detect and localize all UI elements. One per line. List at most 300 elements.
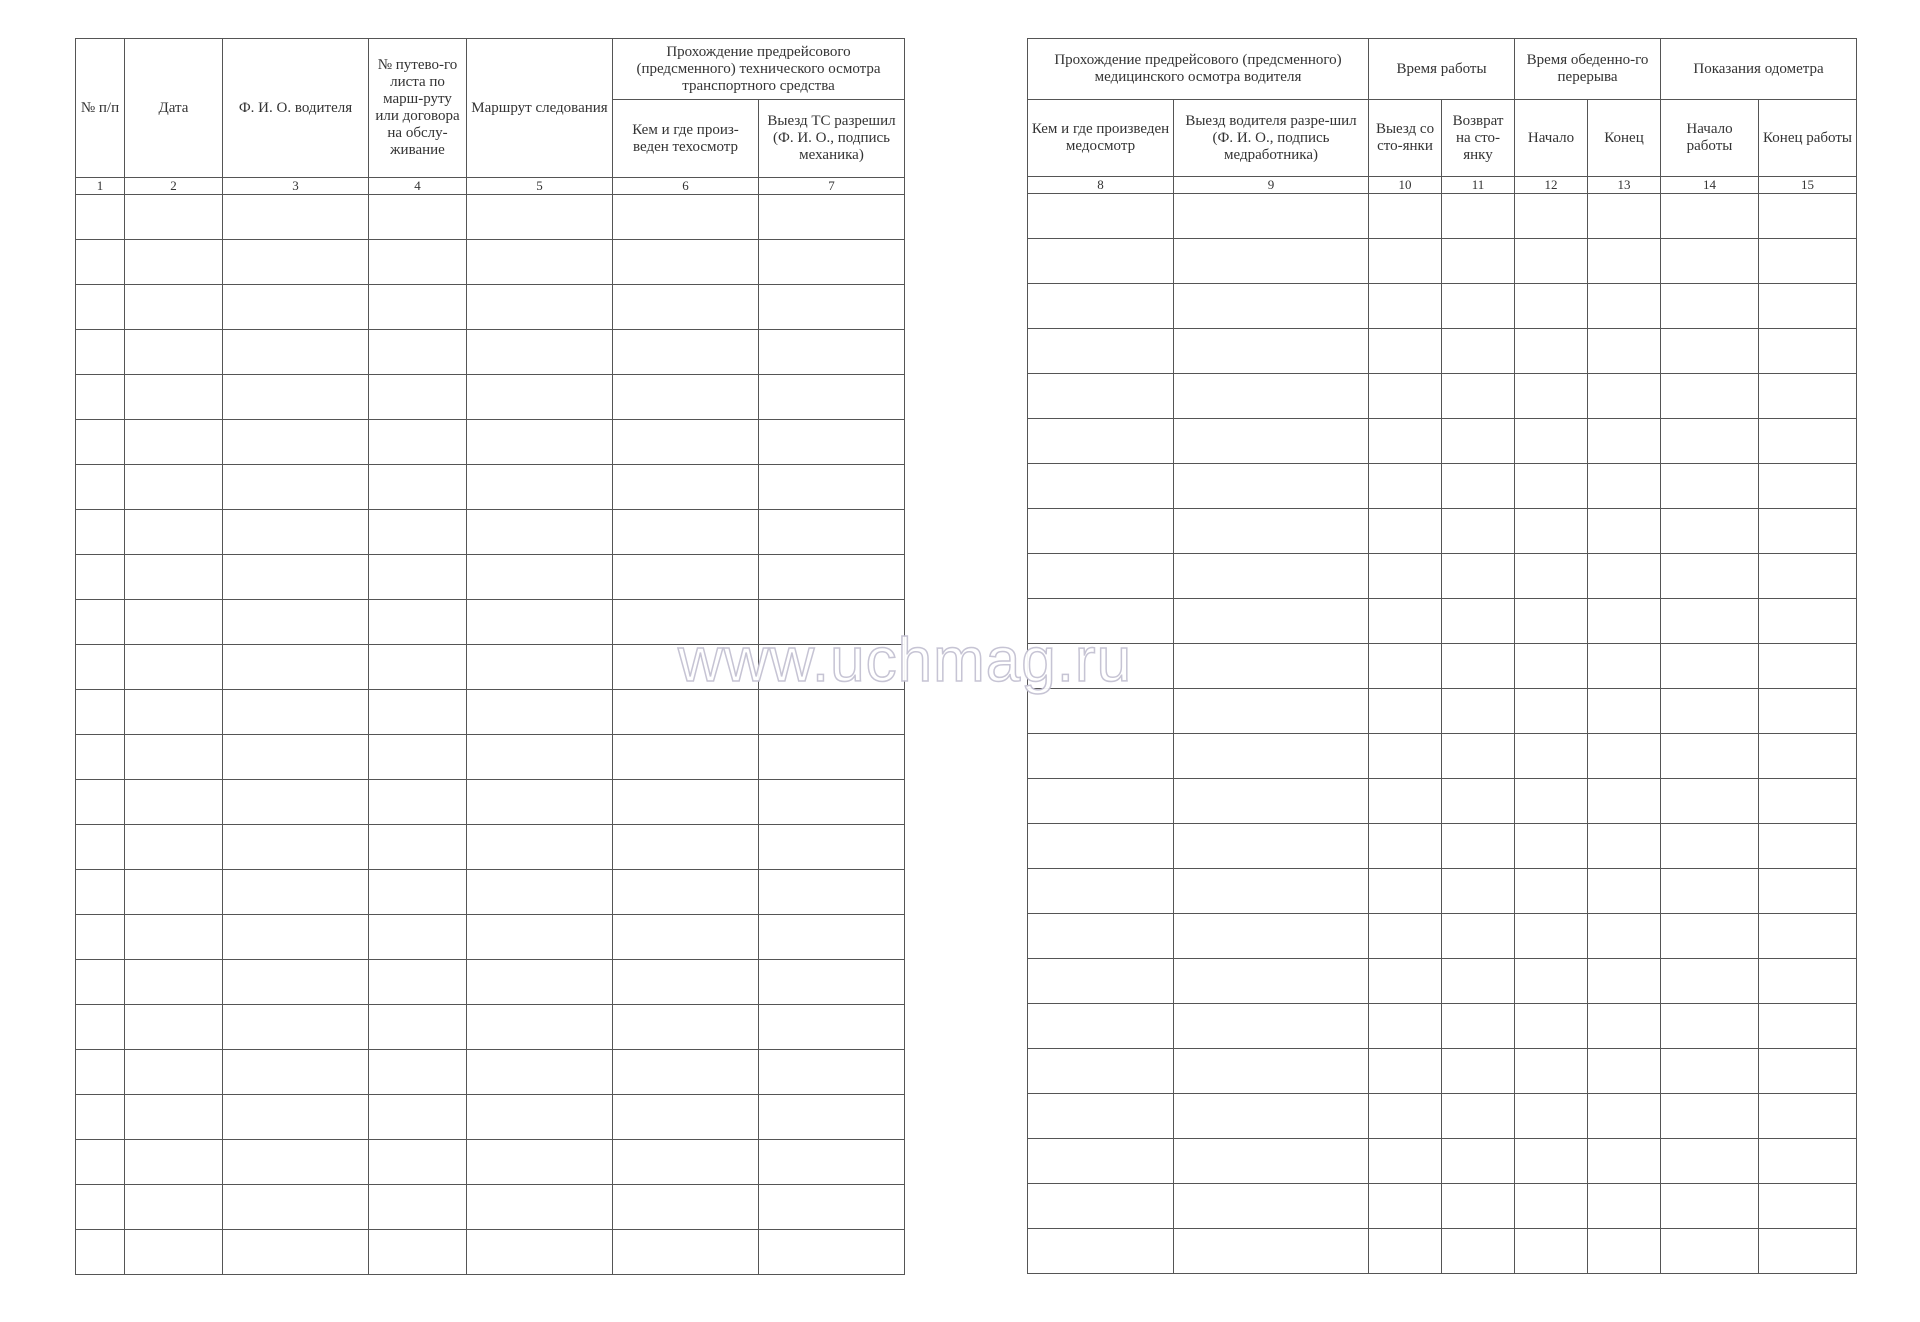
table-cell[interactable] xyxy=(467,690,613,735)
table-cell[interactable] xyxy=(1759,329,1857,374)
table-cell[interactable] xyxy=(125,870,223,915)
table-cell[interactable] xyxy=(1588,1184,1661,1229)
table-cell[interactable] xyxy=(1028,374,1174,419)
table-cell[interactable] xyxy=(223,690,369,735)
table-cell[interactable] xyxy=(1515,1139,1588,1184)
table-cell[interactable] xyxy=(1588,194,1661,239)
table-cell[interactable] xyxy=(467,735,613,780)
table-cell[interactable] xyxy=(1174,869,1369,914)
table-cell[interactable] xyxy=(613,1005,759,1050)
table-cell[interactable] xyxy=(1588,1049,1661,1094)
table-cell[interactable] xyxy=(1174,734,1369,779)
table-cell[interactable] xyxy=(125,645,223,690)
table-cell[interactable] xyxy=(1759,779,1857,824)
table-cell[interactable] xyxy=(1661,689,1759,734)
table-cell[interactable] xyxy=(1661,239,1759,284)
table-cell[interactable] xyxy=(125,465,223,510)
table-cell[interactable] xyxy=(1661,1004,1759,1049)
table-cell[interactable] xyxy=(1028,1049,1174,1094)
table-cell[interactable] xyxy=(1174,644,1369,689)
table-cell[interactable] xyxy=(613,870,759,915)
table-cell[interactable] xyxy=(1369,914,1442,959)
table-cell[interactable] xyxy=(1442,689,1515,734)
table-cell[interactable] xyxy=(1759,689,1857,734)
table-cell[interactable] xyxy=(1369,1184,1442,1229)
table-cell[interactable] xyxy=(613,690,759,735)
table-cell[interactable] xyxy=(1174,284,1369,329)
table-cell[interactable] xyxy=(76,600,125,645)
table-cell[interactable] xyxy=(369,960,467,1005)
table-cell[interactable] xyxy=(1588,1139,1661,1184)
table-cell[interactable] xyxy=(1369,194,1442,239)
table-cell[interactable] xyxy=(125,825,223,870)
table-cell[interactable] xyxy=(1028,1094,1174,1139)
table-cell[interactable] xyxy=(76,915,125,960)
table-cell[interactable] xyxy=(1661,194,1759,239)
table-cell[interactable] xyxy=(1759,284,1857,329)
table-cell[interactable] xyxy=(613,375,759,420)
table-cell[interactable] xyxy=(1369,1139,1442,1184)
table-cell[interactable] xyxy=(1588,734,1661,779)
table-cell[interactable] xyxy=(1759,959,1857,1004)
table-cell[interactable] xyxy=(467,375,613,420)
table-cell[interactable] xyxy=(467,330,613,375)
table-cell[interactable] xyxy=(1661,554,1759,599)
table-cell[interactable] xyxy=(76,690,125,735)
table-cell[interactable] xyxy=(1442,464,1515,509)
table-cell[interactable] xyxy=(369,1050,467,1095)
table-cell[interactable] xyxy=(223,1185,369,1230)
table-cell[interactable] xyxy=(1028,1004,1174,1049)
table-cell[interactable] xyxy=(759,510,905,555)
table-cell[interactable] xyxy=(223,915,369,960)
table-cell[interactable] xyxy=(613,1095,759,1140)
table-cell[interactable] xyxy=(1369,374,1442,419)
table-cell[interactable] xyxy=(467,1230,613,1275)
table-cell[interactable] xyxy=(76,1230,125,1275)
table-cell[interactable] xyxy=(1588,374,1661,419)
table-cell[interactable] xyxy=(1369,869,1442,914)
table-cell[interactable] xyxy=(1442,1049,1515,1094)
table-cell[interactable] xyxy=(76,375,125,420)
table-cell[interactable] xyxy=(759,825,905,870)
table-cell[interactable] xyxy=(369,240,467,285)
table-cell[interactable] xyxy=(1028,779,1174,824)
table-cell[interactable] xyxy=(1442,959,1515,1004)
table-cell[interactable] xyxy=(1369,419,1442,464)
table-cell[interactable] xyxy=(1588,419,1661,464)
table-cell[interactable] xyxy=(223,1140,369,1185)
table-cell[interactable] xyxy=(1369,554,1442,599)
table-cell[interactable] xyxy=(125,330,223,375)
table-cell[interactable] xyxy=(125,1185,223,1230)
table-cell[interactable] xyxy=(223,285,369,330)
table-cell[interactable] xyxy=(1515,194,1588,239)
table-cell[interactable] xyxy=(223,1005,369,1050)
table-cell[interactable] xyxy=(1515,239,1588,284)
table-cell[interactable] xyxy=(613,960,759,1005)
table-cell[interactable] xyxy=(125,1095,223,1140)
table-cell[interactable] xyxy=(125,195,223,240)
table-cell[interactable] xyxy=(1174,779,1369,824)
table-cell[interactable] xyxy=(76,825,125,870)
table-cell[interactable] xyxy=(1759,1094,1857,1139)
table-cell[interactable] xyxy=(76,780,125,825)
table-cell[interactable] xyxy=(369,1005,467,1050)
table-cell[interactable] xyxy=(613,510,759,555)
table-cell[interactable] xyxy=(759,735,905,780)
table-cell[interactable] xyxy=(369,915,467,960)
table-cell[interactable] xyxy=(223,1230,369,1275)
table-cell[interactable] xyxy=(1028,824,1174,869)
table-cell[interactable] xyxy=(1442,779,1515,824)
table-cell[interactable] xyxy=(369,1185,467,1230)
table-cell[interactable] xyxy=(1588,464,1661,509)
table-cell[interactable] xyxy=(223,780,369,825)
table-cell[interactable] xyxy=(1174,1229,1369,1274)
table-cell[interactable] xyxy=(1588,1229,1661,1274)
table-cell[interactable] xyxy=(1588,1004,1661,1049)
table-cell[interactable] xyxy=(1661,644,1759,689)
table-cell[interactable] xyxy=(1515,419,1588,464)
table-cell[interactable] xyxy=(125,555,223,600)
table-cell[interactable] xyxy=(223,375,369,420)
table-cell[interactable] xyxy=(1515,464,1588,509)
table-cell[interactable] xyxy=(369,870,467,915)
table-cell[interactable] xyxy=(125,1005,223,1050)
table-cell[interactable] xyxy=(1028,194,1174,239)
table-cell[interactable] xyxy=(1759,464,1857,509)
table-cell[interactable] xyxy=(1515,599,1588,644)
table-cell[interactable] xyxy=(1759,1184,1857,1229)
table-cell[interactable] xyxy=(1442,194,1515,239)
table-cell[interactable] xyxy=(76,735,125,780)
table-cell[interactable] xyxy=(1442,374,1515,419)
table-cell[interactable] xyxy=(467,240,613,285)
table-cell[interactable] xyxy=(1588,1094,1661,1139)
table-cell[interactable] xyxy=(1588,689,1661,734)
table-cell[interactable] xyxy=(1515,1229,1588,1274)
table-cell[interactable] xyxy=(1442,734,1515,779)
table-cell[interactable] xyxy=(759,870,905,915)
table-cell[interactable] xyxy=(1442,509,1515,554)
table-cell[interactable] xyxy=(1028,869,1174,914)
table-cell[interactable] xyxy=(1515,1004,1588,1049)
table-cell[interactable] xyxy=(1759,599,1857,644)
table-cell[interactable] xyxy=(467,285,613,330)
table-cell[interactable] xyxy=(467,510,613,555)
table-cell[interactable] xyxy=(125,375,223,420)
table-cell[interactable] xyxy=(1174,1139,1369,1184)
table-cell[interactable] xyxy=(759,1230,905,1275)
table-cell[interactable] xyxy=(1442,1139,1515,1184)
table-cell[interactable] xyxy=(125,1140,223,1185)
table-cell[interactable] xyxy=(1369,599,1442,644)
table-cell[interactable] xyxy=(1759,374,1857,419)
table-cell[interactable] xyxy=(1174,1184,1369,1229)
table-cell[interactable] xyxy=(613,1050,759,1095)
table-cell[interactable] xyxy=(1661,419,1759,464)
table-cell[interactable] xyxy=(223,555,369,600)
table-cell[interactable] xyxy=(1515,779,1588,824)
table-cell[interactable] xyxy=(125,915,223,960)
table-cell[interactable] xyxy=(467,960,613,1005)
table-cell[interactable] xyxy=(1588,824,1661,869)
table-cell[interactable] xyxy=(613,780,759,825)
table-cell[interactable] xyxy=(1369,329,1442,374)
table-cell[interactable] xyxy=(1369,959,1442,1004)
table-cell[interactable] xyxy=(1759,644,1857,689)
table-cell[interactable] xyxy=(369,1095,467,1140)
table-cell[interactable] xyxy=(76,510,125,555)
table-cell[interactable] xyxy=(1515,869,1588,914)
table-cell[interactable] xyxy=(1759,869,1857,914)
table-cell[interactable] xyxy=(223,600,369,645)
table-cell[interactable] xyxy=(76,870,125,915)
table-cell[interactable] xyxy=(1759,1049,1857,1094)
table-cell[interactable] xyxy=(1759,419,1857,464)
table-cell[interactable] xyxy=(1515,914,1588,959)
table-cell[interactable] xyxy=(223,960,369,1005)
table-cell[interactable] xyxy=(369,510,467,555)
table-cell[interactable] xyxy=(125,735,223,780)
table-cell[interactable] xyxy=(76,555,125,600)
table-cell[interactable] xyxy=(1759,1139,1857,1184)
table-cell[interactable] xyxy=(1174,1049,1369,1094)
table-cell[interactable] xyxy=(759,375,905,420)
table-cell[interactable] xyxy=(125,510,223,555)
table-cell[interactable] xyxy=(223,330,369,375)
table-cell[interactable] xyxy=(125,420,223,465)
table-cell[interactable] xyxy=(369,1230,467,1275)
table-cell[interactable] xyxy=(369,1140,467,1185)
table-cell[interactable] xyxy=(1442,1184,1515,1229)
table-cell[interactable] xyxy=(1515,374,1588,419)
table-cell[interactable] xyxy=(1028,734,1174,779)
table-cell[interactable] xyxy=(759,1185,905,1230)
table-cell[interactable] xyxy=(1588,599,1661,644)
table-cell[interactable] xyxy=(613,195,759,240)
table-cell[interactable] xyxy=(223,510,369,555)
table-cell[interactable] xyxy=(1442,284,1515,329)
table-cell[interactable] xyxy=(1442,1004,1515,1049)
table-cell[interactable] xyxy=(1661,1229,1759,1274)
table-cell[interactable] xyxy=(1174,239,1369,284)
table-cell[interactable] xyxy=(1174,914,1369,959)
table-cell[interactable] xyxy=(1661,374,1759,419)
table-cell[interactable] xyxy=(369,555,467,600)
table-cell[interactable] xyxy=(125,690,223,735)
table-cell[interactable] xyxy=(1442,869,1515,914)
table-cell[interactable] xyxy=(223,825,369,870)
table-cell[interactable] xyxy=(1369,509,1442,554)
table-cell[interactable] xyxy=(223,420,369,465)
table-cell[interactable] xyxy=(1759,1004,1857,1049)
table-cell[interactable] xyxy=(1661,1139,1759,1184)
table-cell[interactable] xyxy=(369,285,467,330)
table-cell[interactable] xyxy=(1174,194,1369,239)
table-cell[interactable] xyxy=(1515,644,1588,689)
table-cell[interactable] xyxy=(1174,1004,1369,1049)
table-cell[interactable] xyxy=(467,1185,613,1230)
table-cell[interactable] xyxy=(369,375,467,420)
table-cell[interactable] xyxy=(1588,239,1661,284)
table-cell[interactable] xyxy=(1028,239,1174,284)
table-cell[interactable] xyxy=(1588,914,1661,959)
table-cell[interactable] xyxy=(759,960,905,1005)
table-cell[interactable] xyxy=(467,195,613,240)
table-cell[interactable] xyxy=(1515,1049,1588,1094)
table-cell[interactable] xyxy=(467,420,613,465)
table-cell[interactable] xyxy=(1442,1094,1515,1139)
table-cell[interactable] xyxy=(1369,734,1442,779)
table-cell[interactable] xyxy=(1028,1229,1174,1274)
table-cell[interactable] xyxy=(613,1140,759,1185)
table-cell[interactable] xyxy=(1369,1094,1442,1139)
table-cell[interactable] xyxy=(467,465,613,510)
table-cell[interactable] xyxy=(369,420,467,465)
table-cell[interactable] xyxy=(467,870,613,915)
table-cell[interactable] xyxy=(759,330,905,375)
table-cell[interactable] xyxy=(1661,1049,1759,1094)
table-cell[interactable] xyxy=(369,465,467,510)
table-cell[interactable] xyxy=(1442,824,1515,869)
table-cell[interactable] xyxy=(1442,599,1515,644)
table-cell[interactable] xyxy=(223,465,369,510)
table-cell[interactable] xyxy=(467,1050,613,1095)
table-cell[interactable] xyxy=(1515,509,1588,554)
table-cell[interactable] xyxy=(467,600,613,645)
table-cell[interactable] xyxy=(1661,779,1759,824)
table-cell[interactable] xyxy=(1369,1049,1442,1094)
table-cell[interactable] xyxy=(1028,509,1174,554)
table-cell[interactable] xyxy=(1174,689,1369,734)
table-cell[interactable] xyxy=(1442,914,1515,959)
table-cell[interactable] xyxy=(613,915,759,960)
table-cell[interactable] xyxy=(613,465,759,510)
table-cell[interactable] xyxy=(125,285,223,330)
table-cell[interactable] xyxy=(613,240,759,285)
table-cell[interactable] xyxy=(369,600,467,645)
table-cell[interactable] xyxy=(223,195,369,240)
table-cell[interactable] xyxy=(1028,1184,1174,1229)
table-cell[interactable] xyxy=(759,465,905,510)
table-cell[interactable] xyxy=(125,780,223,825)
table-cell[interactable] xyxy=(1515,689,1588,734)
table-cell[interactable] xyxy=(125,960,223,1005)
table-cell[interactable] xyxy=(467,1005,613,1050)
table-cell[interactable] xyxy=(759,195,905,240)
table-cell[interactable] xyxy=(1661,824,1759,869)
table-cell[interactable] xyxy=(1369,1004,1442,1049)
table-cell[interactable] xyxy=(1369,284,1442,329)
table-cell[interactable] xyxy=(1369,464,1442,509)
table-cell[interactable] xyxy=(1588,329,1661,374)
table-cell[interactable] xyxy=(759,690,905,735)
table-cell[interactable] xyxy=(1661,914,1759,959)
table-cell[interactable] xyxy=(1515,734,1588,779)
table-cell[interactable] xyxy=(76,285,125,330)
table-cell[interactable] xyxy=(1588,554,1661,599)
table-cell[interactable] xyxy=(467,825,613,870)
table-cell[interactable] xyxy=(1028,284,1174,329)
table-cell[interactable] xyxy=(1442,239,1515,284)
table-cell[interactable] xyxy=(125,600,223,645)
table-cell[interactable] xyxy=(76,240,125,285)
table-cell[interactable] xyxy=(759,555,905,600)
table-cell[interactable] xyxy=(1369,824,1442,869)
table-cell[interactable] xyxy=(125,1050,223,1095)
table-cell[interactable] xyxy=(1442,1229,1515,1274)
table-cell[interactable] xyxy=(76,195,125,240)
table-cell[interactable] xyxy=(223,870,369,915)
table-cell[interactable] xyxy=(125,1230,223,1275)
table-cell[interactable] xyxy=(467,915,613,960)
table-cell[interactable] xyxy=(1028,329,1174,374)
table-cell[interactable] xyxy=(1515,329,1588,374)
table-cell[interactable] xyxy=(223,735,369,780)
table-cell[interactable] xyxy=(1369,779,1442,824)
table-cell[interactable] xyxy=(1661,734,1759,779)
table-cell[interactable] xyxy=(759,1095,905,1140)
table-cell[interactable] xyxy=(369,825,467,870)
table-cell[interactable] xyxy=(759,420,905,465)
table-cell[interactable] xyxy=(1028,419,1174,464)
table-cell[interactable] xyxy=(369,735,467,780)
table-cell[interactable] xyxy=(1759,914,1857,959)
table-cell[interactable] xyxy=(1174,464,1369,509)
table-cell[interactable] xyxy=(76,1095,125,1140)
table-cell[interactable] xyxy=(613,285,759,330)
table-cell[interactable] xyxy=(1369,689,1442,734)
table-cell[interactable] xyxy=(1661,509,1759,554)
table-cell[interactable] xyxy=(369,330,467,375)
table-cell[interactable] xyxy=(125,240,223,285)
table-cell[interactable] xyxy=(1515,824,1588,869)
table-cell[interactable] xyxy=(223,240,369,285)
table-cell[interactable] xyxy=(1174,419,1369,464)
table-cell[interactable] xyxy=(1028,464,1174,509)
table-cell[interactable] xyxy=(759,1005,905,1050)
table-cell[interactable] xyxy=(1369,239,1442,284)
table-cell[interactable] xyxy=(1369,1229,1442,1274)
table-cell[interactable] xyxy=(1174,329,1369,374)
table-cell[interactable] xyxy=(759,780,905,825)
table-cell[interactable] xyxy=(1174,374,1369,419)
table-cell[interactable] xyxy=(1174,509,1369,554)
table-cell[interactable] xyxy=(1759,554,1857,599)
table-cell[interactable] xyxy=(1442,329,1515,374)
table-cell[interactable] xyxy=(1174,824,1369,869)
table-cell[interactable] xyxy=(759,240,905,285)
table-cell[interactable] xyxy=(1369,644,1442,689)
table-cell[interactable] xyxy=(613,825,759,870)
table-cell[interactable] xyxy=(759,1140,905,1185)
table-cell[interactable] xyxy=(1661,329,1759,374)
table-cell[interactable] xyxy=(1442,419,1515,464)
table-cell[interactable] xyxy=(1028,914,1174,959)
table-cell[interactable] xyxy=(369,195,467,240)
table-cell[interactable] xyxy=(1661,959,1759,1004)
table-cell[interactable] xyxy=(1174,554,1369,599)
table-cell[interactable] xyxy=(76,960,125,1005)
table-cell[interactable] xyxy=(1442,554,1515,599)
table-cell[interactable] xyxy=(1515,1184,1588,1229)
table-cell[interactable] xyxy=(1759,239,1857,284)
table-cell[interactable] xyxy=(369,780,467,825)
table-cell[interactable] xyxy=(1174,599,1369,644)
table-cell[interactable] xyxy=(1174,959,1369,1004)
